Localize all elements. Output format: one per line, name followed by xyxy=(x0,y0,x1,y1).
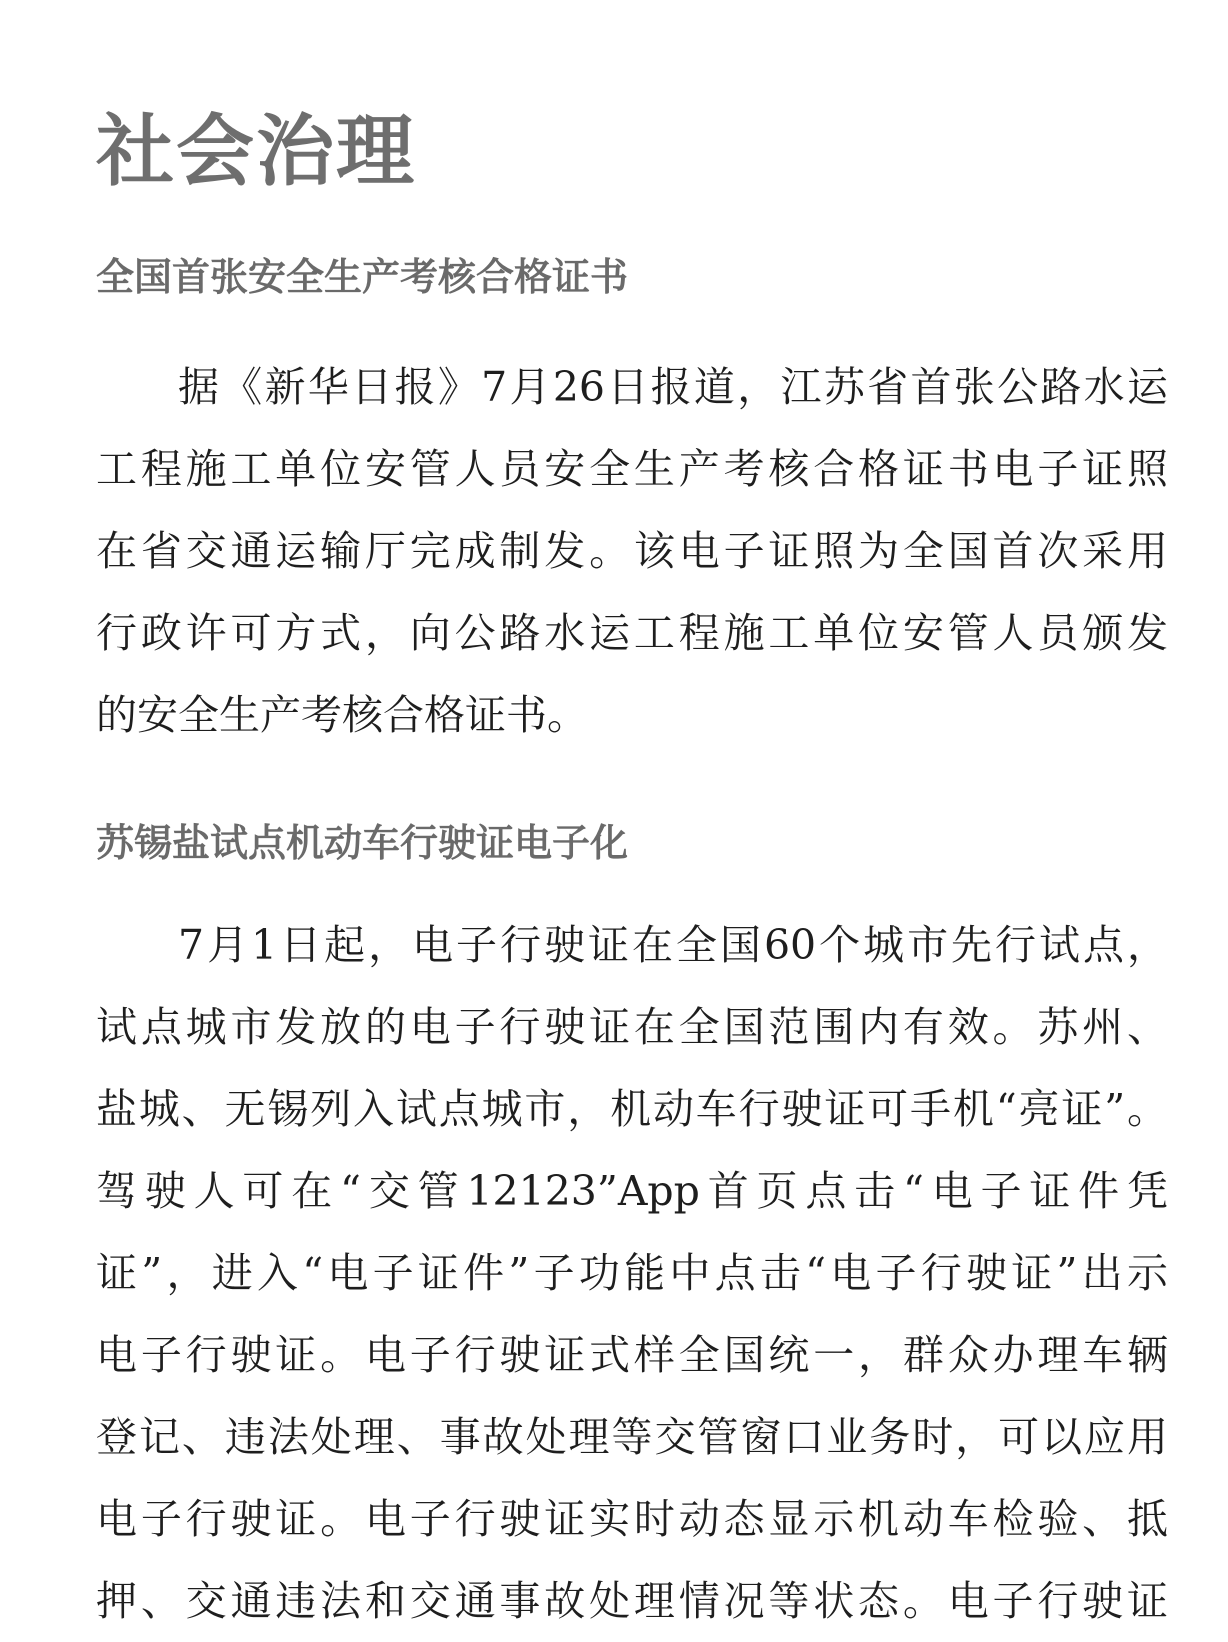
paragraph-line: 证”，进入“电子证件”子功能中点击“电子行驶证”出示 xyxy=(96,1249,1168,1297)
paragraph-line: 工程施工单位安管人员安全生产考核合格证书电子证照 xyxy=(96,445,1168,493)
article-body-certificate xyxy=(96,346,1168,756)
paragraph-line: 据《新华日报》7月26日报道，江苏省首张公路水运 xyxy=(178,363,1168,411)
paragraph-line: 试点城市发放的电子行驶证在全国范围内有效。苏州、 xyxy=(96,1003,1168,1051)
paragraph-line: 登记、违法处理、事故处理等交管窗口业务时，可以应用 xyxy=(96,1413,1168,1461)
paragraph-line: 7月1日起，电子行驶证在全国60个城市先行试点， xyxy=(178,921,1168,969)
paragraph-line: 驾驶人可在“交管12123”App首页点击“电子证件凭 xyxy=(96,1167,1168,1215)
paragraph-line: 的安全生产考核合格证书。 xyxy=(96,691,588,739)
paragraph-line: 电子行驶证。电子行驶证实时动态显示机动车检验、抵 xyxy=(96,1495,1168,1543)
paragraph-line: 行政许可方式，向公路水运工程施工单位安管人员颁发 xyxy=(96,609,1168,657)
paragraph-line: 押、交通违法和交通事故处理情况等状态。电子行驶证 xyxy=(96,1577,1168,1625)
section-title: 社会治理 xyxy=(96,107,417,197)
paragraph-line: 电子行驶证。电子行驶证式样全国统一，群众办理车辆 xyxy=(96,1331,1168,1379)
article-heading-certificate: 全国首张安全生产考核合格证书 xyxy=(96,254,629,299)
article-heading-e-license: 苏锡盐试点机动车行驶证电子化 xyxy=(96,820,629,865)
article-body-e-license xyxy=(96,904,1168,1642)
paragraph-line: 在省交通运输厅完成制发。该电子证照为全国首次采用 xyxy=(96,527,1168,575)
paragraph-line: 盐城、无锡列入试点城市，机动车行驶证可手机“亮证”。 xyxy=(96,1085,1168,1133)
